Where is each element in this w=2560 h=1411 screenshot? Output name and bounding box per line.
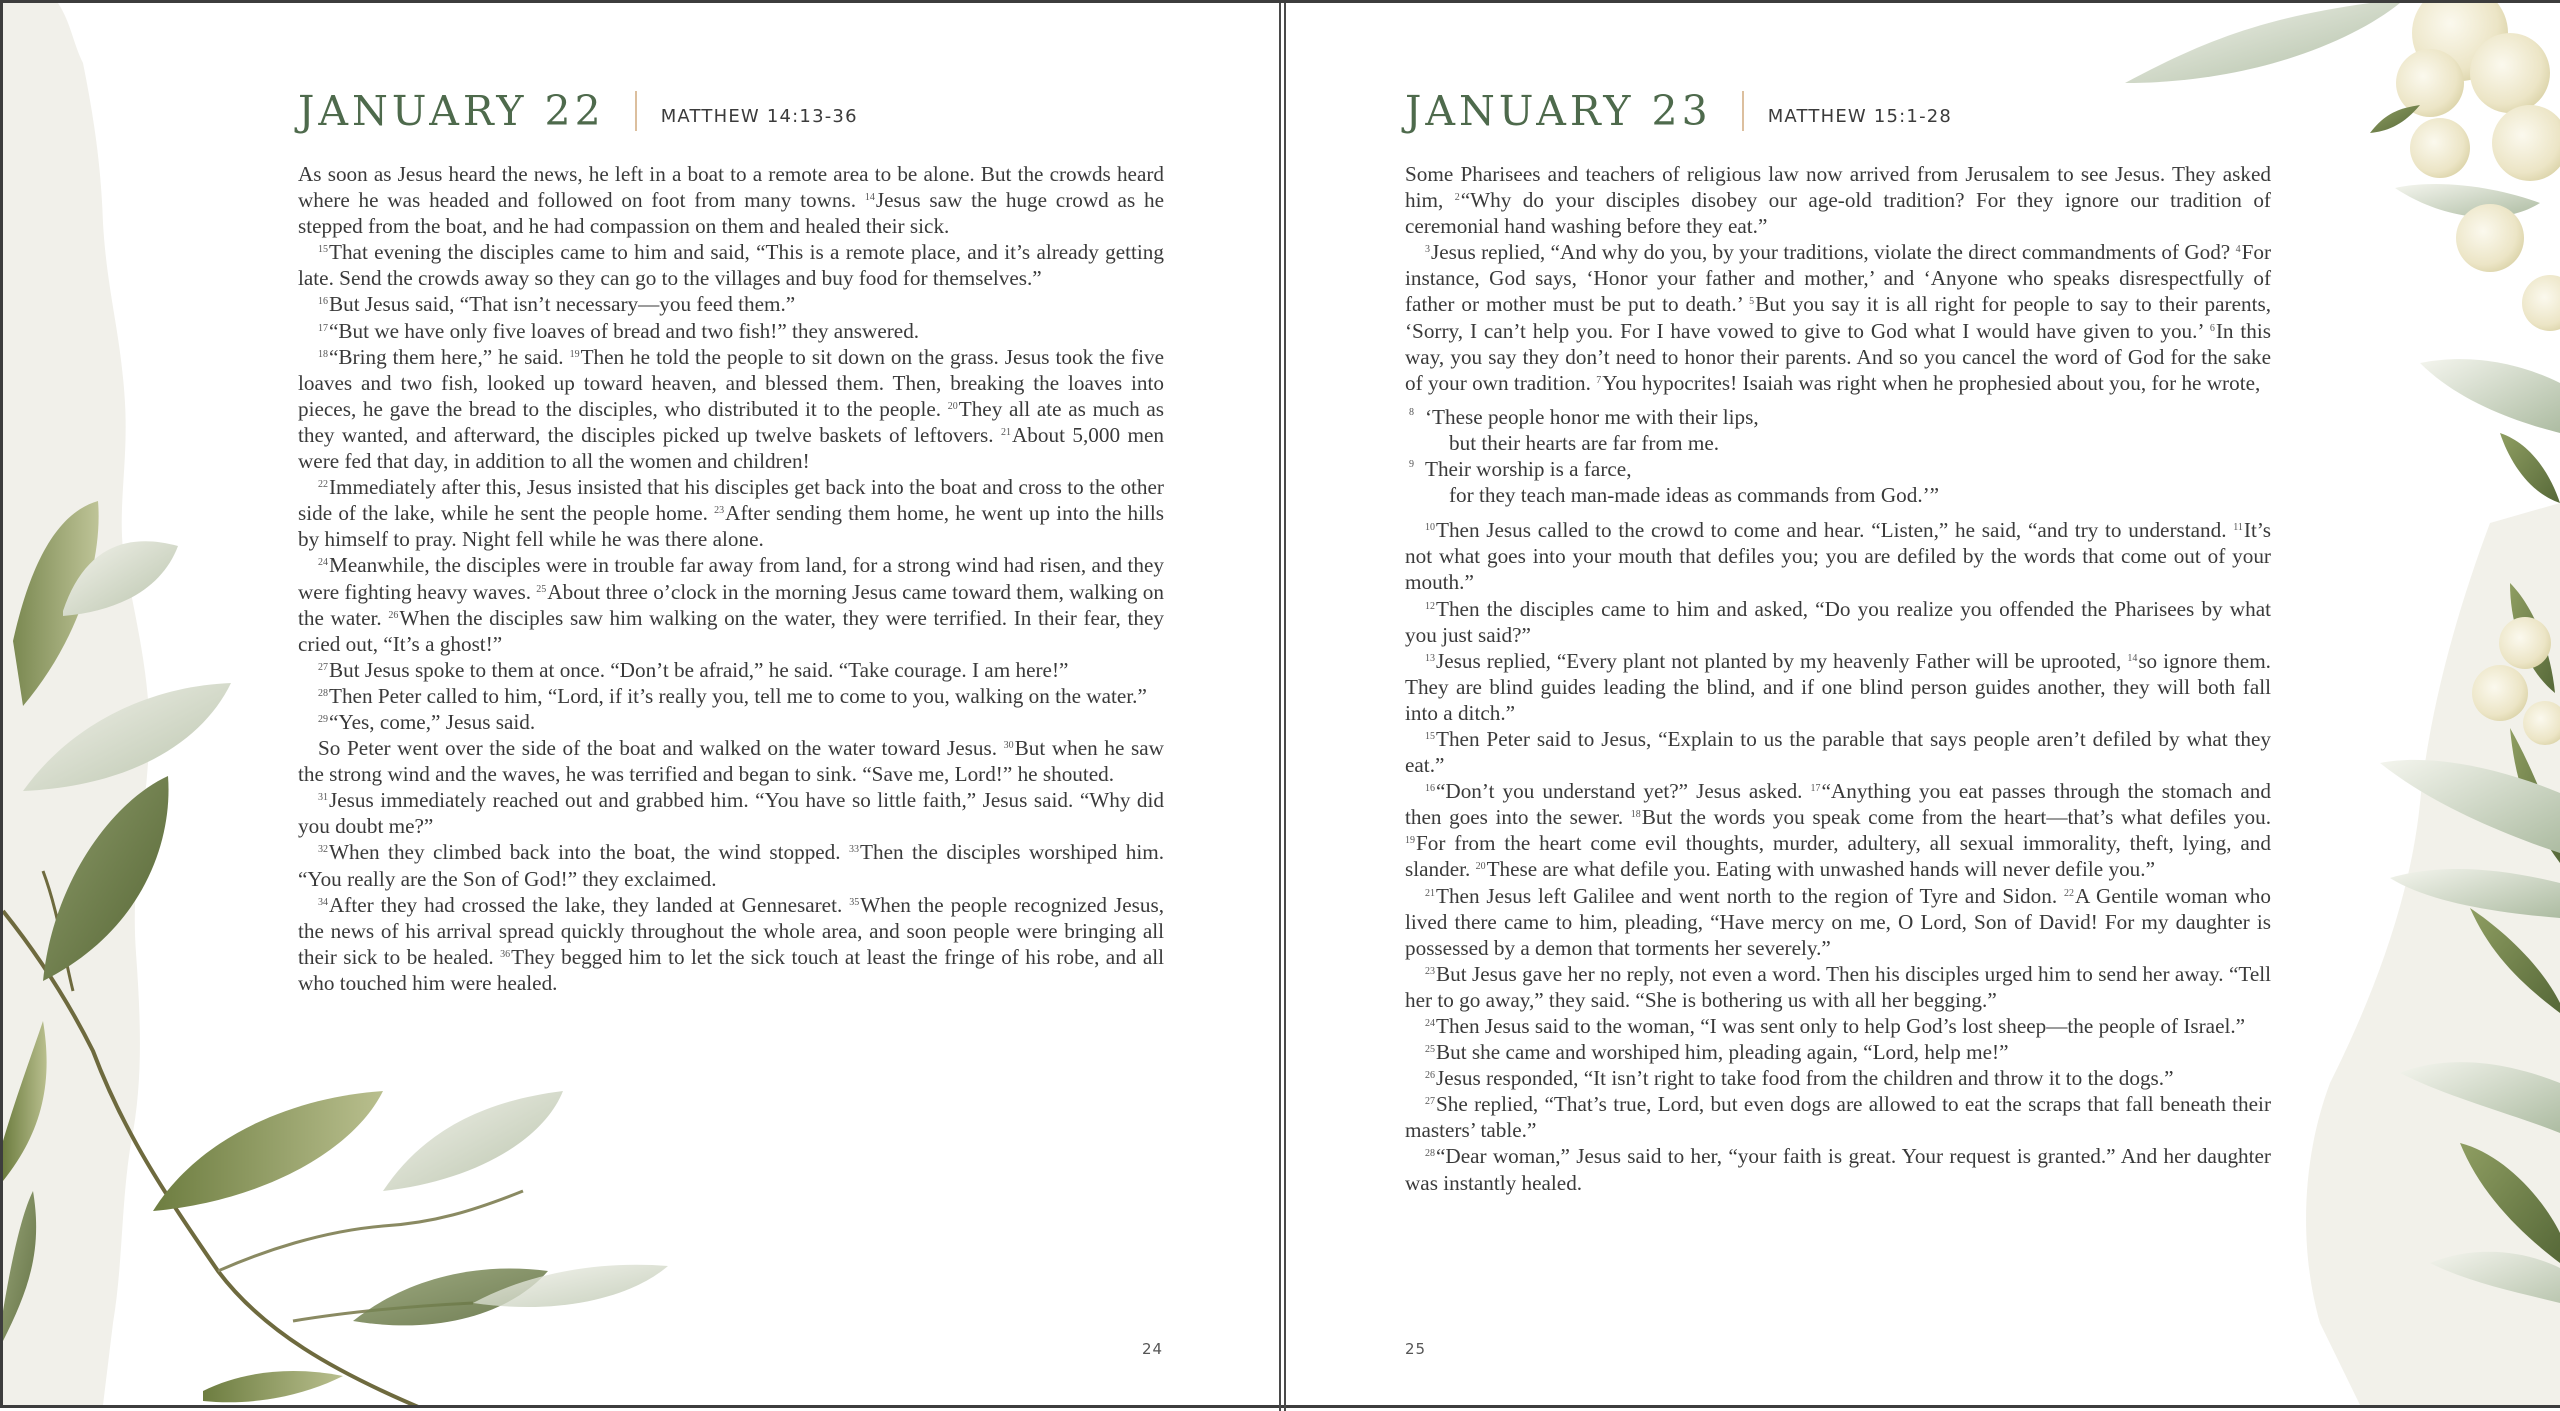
reading-text-right xyxy=(1405,161,2271,1196)
verse-text: Meanwhile, the disciples were in trouble far away from land, for a strong wind had risen, and they were fighting heavy waves. xyxy=(298,553,1164,604)
verse-number: 12 xyxy=(1425,600,1435,612)
verse-text: Jesus replied, “And why do you, by your traditions, violate the direct commandments of God? xyxy=(1431,240,2236,265)
verse-number: 4 xyxy=(2235,244,2241,256)
scripture-paragraph xyxy=(298,735,1164,787)
scripture-paragraph xyxy=(1405,239,2271,396)
verse-number: 14 xyxy=(2127,652,2138,664)
scripture-paragraph xyxy=(298,892,1164,996)
scripture-paragraph xyxy=(298,344,1164,474)
scripture-paragraph xyxy=(1405,1065,2271,1091)
verse-text: For from the heart come evil thoughts, murder, adultery, all sexual immorality, theft, lying, and slander. xyxy=(1405,831,2271,882)
verse-text: After sending them home, he went up into the hills by himself to pray. Night fell while he was there alone. xyxy=(298,501,1164,552)
verse-number: 26 xyxy=(388,609,399,621)
verse-text: Jesus replied, “Every plant not planted by my heavenly Father will be uprooted, xyxy=(1436,648,2128,673)
verse-number: 24 xyxy=(318,557,328,569)
gutter-line xyxy=(1284,3,1286,1411)
verse-number: 25 xyxy=(536,583,547,595)
verse-text: As soon as Jesus heard the news, he left in a boat to a remote area to be alone. But the crowds heard where he was headed and followed on foot from many towns. xyxy=(298,162,1164,213)
scripture-paragraph xyxy=(298,787,1164,839)
verse-text: But the words you speak come from the heart—that’s what defiles you. xyxy=(1641,805,2271,830)
verse-text: When the people recognized Jesus, the news of his arrival spread quickly throughout the whole area, and soon people were bringing all their sick to be healed. xyxy=(298,892,1164,969)
verse-number: 5 xyxy=(1749,296,1755,308)
verse-text: But you say it is all right for people to say to their parents, ‘Sorry, I can’t help you. For I have vowed to give to God what I would have given to you.’ xyxy=(1405,292,2271,343)
poetry-text: Their worship is a farce, xyxy=(1425,457,1632,482)
poetry-line xyxy=(1405,404,2271,430)
verse-number: 36 xyxy=(500,948,511,960)
right-page xyxy=(1287,3,2560,1405)
verse-text: so ignore them. They are blind guides leading the blind, and if one blind person guides another, they will both fall into a ditch.” xyxy=(1405,648,2271,725)
verse-number: 32 xyxy=(318,844,328,856)
verse-text: “But we have only five loaves of bread and two fish!” they answered. xyxy=(329,318,920,343)
verse-number: 22 xyxy=(318,479,328,491)
verse-text: About three o’clock in the morning Jesus came toward them, walking on the water. xyxy=(298,579,1164,630)
verse-number: 16 xyxy=(1425,783,1435,795)
verse-number: 13 xyxy=(1425,652,1435,664)
verse-number: 30 xyxy=(1003,740,1014,752)
verse-text: They begged him to let the sick touch at least the fringe of his robe, and all who touched him were healed. xyxy=(298,944,1164,995)
verse-text: “Don’t you understand yet?” Jesus asked. xyxy=(1436,779,1811,804)
scripture-paragraph xyxy=(298,239,1164,291)
scripture-paragraph xyxy=(1405,961,2271,1013)
verse-text: “Anything you eat passes through the stomach and then goes into the sewer. xyxy=(1405,779,2271,830)
verse-text: Immediately after this, Jesus insisted that his disciples get back into the boat and cross to the other side of the lake, while he sent the people home. xyxy=(298,475,1164,526)
scripture-paragraph xyxy=(1405,161,2271,239)
verse-number: 24 xyxy=(1425,1018,1435,1029)
scripture-paragraph xyxy=(298,291,1164,317)
left-page xyxy=(3,3,1277,1405)
verse-text: Then the disciples came to him and asked, “Do you realize you offended the Pharisees by what you just said?” xyxy=(1405,596,2271,647)
verse-number: 8 xyxy=(1409,406,1414,418)
verse-text: “Dear woman,” Jesus said to her, “your faith is great. Your request is granted.” And her daughter was instantly healed. xyxy=(1405,1144,2271,1195)
verse-text: When they climbed back into the boat, the wind stopped. xyxy=(329,840,850,865)
poetry-line xyxy=(1405,430,2271,456)
scripture-paragraph xyxy=(1405,596,2271,648)
verse-number: 18 xyxy=(318,348,328,360)
verse-number: 28 xyxy=(1425,1148,1435,1160)
scripture-paragraph xyxy=(298,474,1164,552)
scripture-paragraph xyxy=(298,161,1164,239)
poetry-line xyxy=(1405,482,2271,508)
verse-number: 26 xyxy=(1425,1070,1435,1082)
scripture-paragraph xyxy=(298,709,1164,735)
verse-text: Then the disciples worshiped him. “You really are the Son of God!” they exclaimed. xyxy=(298,840,1164,891)
verse-number: 21 xyxy=(1425,887,1435,899)
scripture-paragraph xyxy=(298,683,1164,709)
poetry-line xyxy=(1405,456,2271,482)
scripture-paragraph xyxy=(298,657,1164,683)
date-title: JANUARY 22 xyxy=(298,87,605,135)
verse-text: After they had crossed the lake, they landed at Gennesaret. xyxy=(329,892,850,917)
scripture-paragraph xyxy=(298,318,1164,344)
verse-text: “Why do your disciples disobey our age-old tradition? For they ignore our tradition of ceremonial hand washing before they eat.” xyxy=(1405,188,2271,239)
verse-text: They all ate as much as they wanted, and afterward, the disciples picked up twelve baskets of leftovers. xyxy=(298,396,1165,447)
verse-text: Jesus immediately reached out and grabbed him. “You have so little faith,” Jesus said. “Why did you doubt me?” xyxy=(298,788,1164,839)
verse-text: Then Peter said to Jesus, “Explain to us the parable that says people aren’t defiled by what they eat.” xyxy=(1405,726,2271,778)
verse-number: 27 xyxy=(318,661,328,673)
verse-number: 6 xyxy=(2209,322,2215,334)
verse-text: For instance, God says, ‘Honor your father and mother,’ and ‘Anyone who speaks disrespectfully of father or mother must be put to death.’ xyxy=(1405,240,2271,317)
verse-text: Then Jesus left Galilee and went north to the region of Tyre and Sidon. xyxy=(1436,883,2065,908)
poetry-text: but their hearts are far from me. xyxy=(1449,430,1720,455)
verse-text: Jesus saw the huge crowd as he stepped from the boat, and he had compassion on them and healed their sick. xyxy=(298,188,1164,239)
scripture-paragraph xyxy=(1405,648,2271,726)
verse-number: 34 xyxy=(318,896,328,908)
heading-divider xyxy=(635,91,637,131)
day-heading-right xyxy=(1405,89,1952,133)
verse-text: But Jesus gave her no reply, not even a word. Then his disciples urged him to send her away. “Tell her to go away,” they said. “She is bothering us with all her begging.” xyxy=(1405,961,2271,1012)
scripture-reference: MATTHEW 14:13-36 xyxy=(660,105,858,127)
verse-text: Jesus responded, “It isn’t right to take food from the children and throw it to the dogs.” xyxy=(1436,1066,2174,1091)
scripture-paragraph xyxy=(1405,883,2271,961)
heading-divider xyxy=(1742,91,1744,131)
verse-number: 7 xyxy=(1596,374,1602,386)
verse-number: 3 xyxy=(1425,244,1430,256)
verse-number: 21 xyxy=(1000,426,1011,438)
verse-text: These are what defile you. Eating with unwashed hands will never defile you.” xyxy=(1486,857,2155,882)
scripture-paragraph xyxy=(1405,1143,2271,1195)
verse-number: 27 xyxy=(1425,1096,1435,1108)
verse-text: Then Peter called to him, “Lord, if it’s really you, tell me to come to you, walking on the water.” xyxy=(329,683,1147,708)
verse-number: 20 xyxy=(1475,861,1486,873)
verse-number: 9 xyxy=(1409,459,1414,471)
date-title: JANUARY 23 xyxy=(1405,87,1712,135)
verse-text: About 5,000 men were fed that day, in addition to all the women and children! xyxy=(298,422,1164,474)
reading-text-left xyxy=(298,161,1164,996)
verse-number: 19 xyxy=(569,348,580,360)
verse-number: 29 xyxy=(318,713,328,725)
verse-number: 14 xyxy=(864,192,875,204)
verse-text: But when he saw the strong wind and the waves, he was terrified and began to sink. “Save me, Lord!” he shouted. xyxy=(298,736,1164,787)
page-number-left: 24 xyxy=(1142,1340,1164,1358)
verse-number: 22 xyxy=(2064,887,2075,899)
verse-number: 15 xyxy=(318,244,328,256)
verse-text: “Bring them here,” he said. xyxy=(329,344,570,369)
verse-number: 28 xyxy=(318,687,328,699)
verse-number: 19 xyxy=(1405,835,1415,847)
verse-text: A Gentile woman who lived there came to him, pleading, “Have mercy on me, O Lord, Son of David! For my daughter is possessed by a demon that torments her severely.” xyxy=(1405,883,2271,960)
verse-text: “Yes, come,” Jesus said. xyxy=(329,709,536,734)
verse-number: 35 xyxy=(849,896,860,908)
verse-number: 16 xyxy=(318,296,328,308)
verse-text: Then Jesus said to the woman, “I was sent only to help God’s lost sheep—the people of Israel.” xyxy=(1436,1014,2246,1038)
verse-number: 18 xyxy=(1630,809,1641,821)
verse-text: In this way, you say they don’t need to honor their parents. And so you cancel the word of God for the sake of your own tradition. xyxy=(1405,318,2271,395)
verse-text: But Jesus spoke to them at once. “Don’t be afraid,” he said. “Take courage. I am here!” xyxy=(329,657,1069,682)
scripture-paragraph xyxy=(298,839,1164,891)
scripture-reference: MATTHEW 15:1-28 xyxy=(1767,105,1953,127)
verse-text: But she came and worshiped him, pleading again, “Lord, help me!” xyxy=(1436,1040,2009,1065)
verse-text: That evening the disciples came to him and said, “This is a remote place, and it’s already getting late. Send the crowds away so they can go to the villages and buy food for themselves.” xyxy=(298,240,1164,291)
verse-text: When the disciples saw him walking on the water, they were terrified. In their fear, they cried out, “It’s a ghost!” xyxy=(298,605,1164,656)
verse-number: 2 xyxy=(1454,192,1460,204)
verse-number: 20 xyxy=(947,400,958,412)
scripture-paragraph xyxy=(1405,517,2271,595)
verse-text: Then he told the people to sit down on the grass. Jesus took the five loaves and two fish, looked up toward heaven, and blessed them. Then, breaking the loaves into pieces, he gave the bread to the disciples, who distributed it to the people. xyxy=(298,344,1164,421)
poetry-quotation xyxy=(1405,404,2271,508)
verse-text: It’s not what goes into your mouth that defiles you; you are defiled by the words that come out of your mouth.” xyxy=(1405,518,2271,595)
scripture-paragraph xyxy=(1405,1013,2271,1039)
scripture-paragraph xyxy=(1405,1039,2271,1065)
scripture-paragraph xyxy=(1405,1091,2271,1143)
verse-number: 10 xyxy=(1425,522,1435,534)
scripture-paragraph xyxy=(298,552,1164,656)
verse-text: You hypocrites! Isaiah was right when he prophesied about you, for he wrote, xyxy=(1602,370,2261,395)
verse-number: 25 xyxy=(1425,1044,1435,1056)
day-heading-left xyxy=(298,89,858,133)
poetry-text: for they teach man-made ideas as commands from God.’” xyxy=(1449,483,1940,508)
verse-text: She replied, “That’s true, Lord, but even dogs are allowed to eat the scraps that fall beneath their masters’ table.” xyxy=(1405,1092,2271,1143)
verse-text: So Peter went over the side of the boat and walked on the water toward Jesus. xyxy=(318,736,1004,761)
verse-number: 23 xyxy=(1425,965,1435,977)
verse-number: 11 xyxy=(2233,522,2243,534)
verse-text: Some Pharisees and teachers of religious law now arrived from Jerusalem to see Jesus. They asked him, xyxy=(1405,162,2271,213)
verse-number: 31 xyxy=(318,792,328,804)
verse-number: 33 xyxy=(849,844,860,856)
poetry-text: ‘These people honor me with their lips, xyxy=(1425,404,1759,429)
page-number-right: 25 xyxy=(1405,1340,1427,1358)
verse-number: 23 xyxy=(714,505,725,517)
verse-number: 17 xyxy=(318,322,328,334)
verse-number: 17 xyxy=(1810,783,1821,795)
scripture-paragraph xyxy=(1405,726,2271,778)
verse-text: But Jesus said, “That isn’t necessary—you feed them.” xyxy=(329,292,796,317)
verse-text: Then Jesus called to the crowd to come and hear. “Listen,” he said, “and try to understand. xyxy=(1436,518,2234,543)
scripture-paragraph xyxy=(1405,778,2271,882)
gutter-line xyxy=(1279,3,1281,1411)
verse-number: 15 xyxy=(1425,730,1435,742)
